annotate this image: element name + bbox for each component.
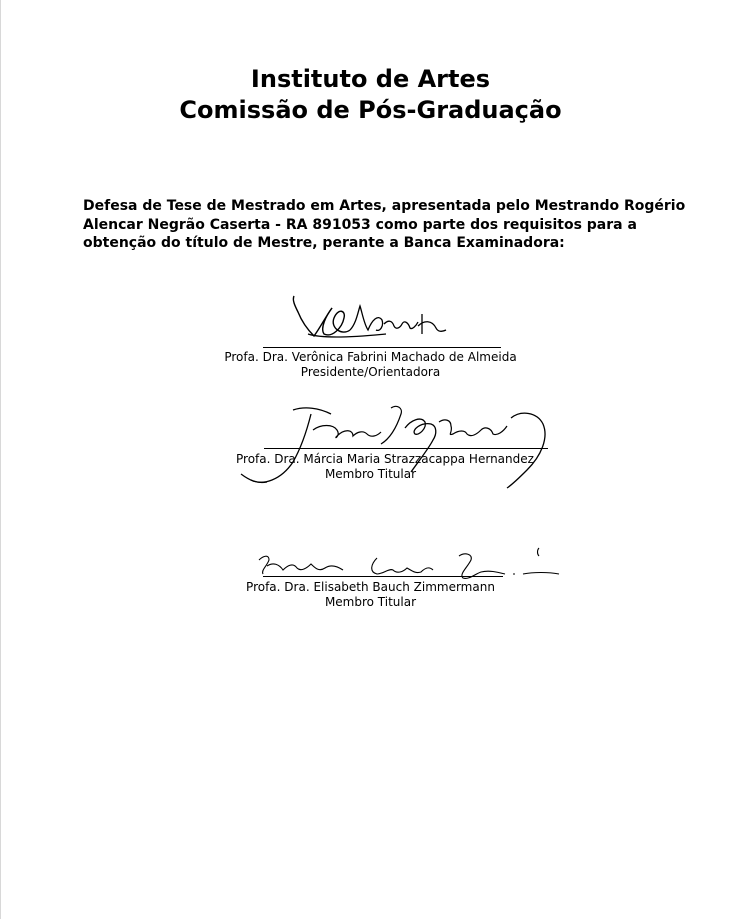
commission-title: Comissão de Pós-Graduação (179, 96, 562, 124)
handwritten-signature-1 (286, 290, 456, 350)
signatory-role-3: Membro Titular (324, 595, 417, 609)
signatory-name-2: Profa. Dra. Márcia Maria Strazzacappa Hernandez (236, 452, 534, 466)
signature-line-3 (263, 576, 503, 577)
signatory-name-1: Profa. Dra. Verônica Fabrini Machado de Almeida (224, 350, 517, 364)
signature-line-1 (263, 347, 501, 348)
signatory-role-1: Presidente/Orientadora (300, 365, 441, 379)
defense-statement: Defesa de Tese de Mestrado em Artes, apresentada pelo Mestrando Rogério Alencar Negrão Caserta - RA 891053 como parte dos requisitos para a obtenção do título de Mestre, perante a Banca Examinadora: (83, 198, 686, 251)
signature-line-2 (264, 448, 548, 449)
signatory-name-3: Profa. Dra. Elisabeth Bauch Zimmermann (246, 580, 495, 594)
institution-title: Instituto de Artes (250, 65, 491, 93)
signatory-role-2: Membro Titular (324, 467, 417, 481)
